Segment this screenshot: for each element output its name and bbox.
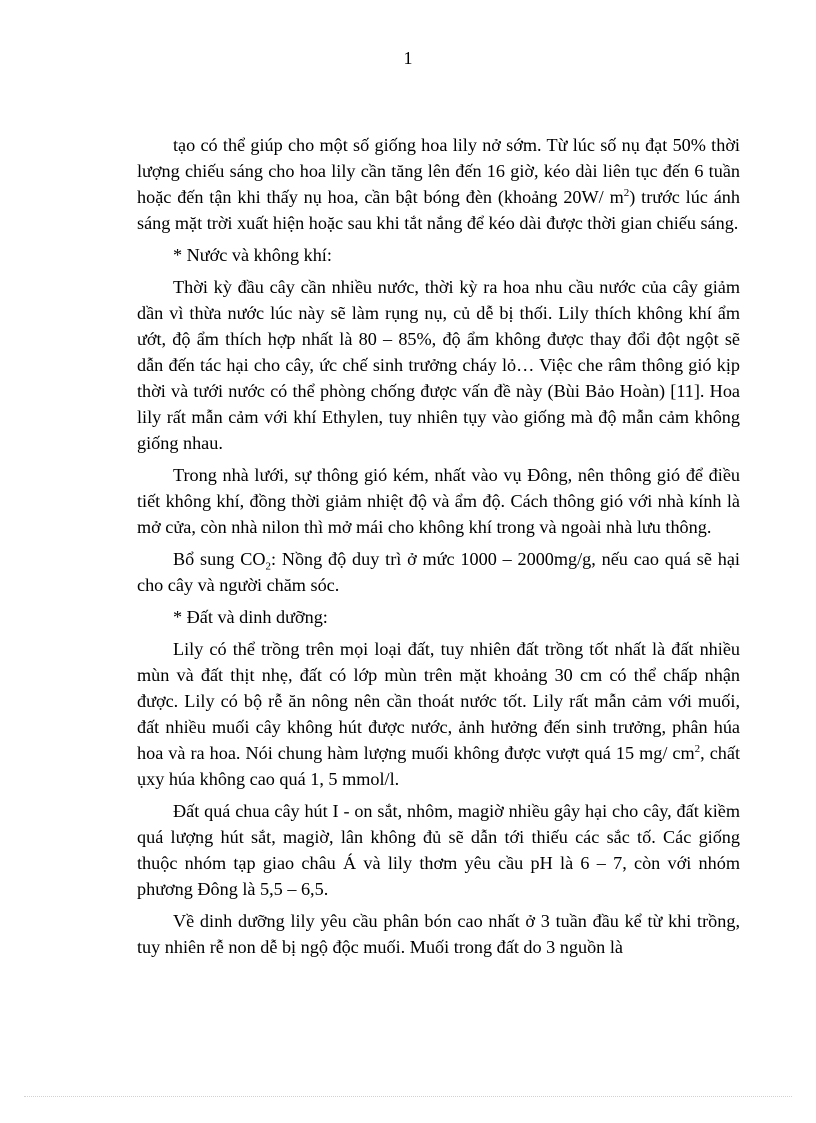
paragraph-co2: Bổ sung $CO_2$: Nồng độ duy trì ở mức 1000 – 2000mg/g, nếu cao quá sẽ hại cho cây và người chăm sóc.	[137, 549, 740, 595]
heading-water-air: * Nước và không khí:	[173, 245, 332, 265]
paragraph-ph: Đất quá chua cây hút I - on sắt, nhôm, magiờ nhiều gây hại cho cây, đất kiềm quá lượng hút sắt, magiờ, lân không đủ sẽ dẫn tới thiếu các sắc tố. Các giống thuộc nhóm tạp giao châu Á và lily thơm yêu cầu pH là 6 – 7, còn với nhóm phương Đông là 5,5 – 6,5.	[137, 801, 740, 899]
page-number: 1	[403, 48, 413, 68]
footer-divider	[24, 1096, 792, 1097]
document-body	[137, 132, 740, 966]
paragraph-lighting: tạo có thể giúp cho một số giống hoa lily nở sớm. Từ lúc số nụ đạt 50% thời lượng chiếu sáng cho hoa lily cần tăng lên đến 16 giờ, kéo dài liên tục đến 6 tuần hoặc đến tận khi thấy nụ hoa, cần bật bóng đèn (khoảng 20W/ $m^2$) trước lúc ánh sáng mặt trời xuất hiện hoặc sau khi tắt nắng để kéo dài được thời gian chiếu sáng.	[137, 135, 740, 233]
heading-soil-nutrition: * Đất và dinh dưỡng:	[173, 607, 328, 627]
paragraph-water: Thời kỳ đầu cây cần nhiều nước, thời kỳ ra hoa nhu cầu nước của cây giảm dần vì thừa nước lúc này sẽ làm rụng nụ, củ dễ bị thối. Lily thích không khí ẩm ướt, độ ẩm thích hợp nhất là 80 – 85%, độ ẩm không được thay đổi đột ngột sẽ dẫn đến tác hại cho cây, ức chế sinh trưởng cháy lỏ… Việc che râm thông gió kịp thời và tưới nước có thể phòng chống được vấn đề này (Bùi Bảo Hoàn) [11]. Hoa lily rất mẫn cảm với khí Ethylen, tuy nhiên tụy vào giống mà độ mẫn cảm không giống nhau.	[137, 277, 740, 453]
paragraph-ventilation: Trong nhà lưới, sự thông gió kém, nhất vào vụ Đông, nên thông gió để điều tiết không khí, đồng thời giảm nhiệt độ và ẩm độ. Cách thông gió với nhà kính là mở cửa, còn nhà nilon thì mở mái cho không khí trong và ngoài nhà lưu thông.	[137, 465, 740, 537]
paragraph-soil: Lily có thể trồng trên mọi loại đất, tuy nhiên đất trồng tốt nhất là đất nhiều mùn và đất thịt nhẹ, đất có lớp mùn trên mặt khoảng 30 cm có thể chấp nhận được. Lily có bộ rễ ăn nông nên cần thoát nước tốt. Lily rất mẫn cảm với muối, đất nhiều muối cây không hút được nước, ảnh hưởng đến sinh trưởng, phân húa hoa và ra hoa. Nói chung hàm lượng muối không được vượt quá 15 mg/ $cm^2$, chất ụxy húa không cao quá 1, 5 mmol/l.	[137, 639, 740, 789]
paragraph-nutrition: Về dinh dưỡng lily yêu cầu phân bón cao nhất ở 3 tuần đầu kể từ khi trồng, tuy nhiên rễ non dễ bị ngộ độc muối. Muối trong đất do 3 nguồn là	[137, 911, 740, 957]
